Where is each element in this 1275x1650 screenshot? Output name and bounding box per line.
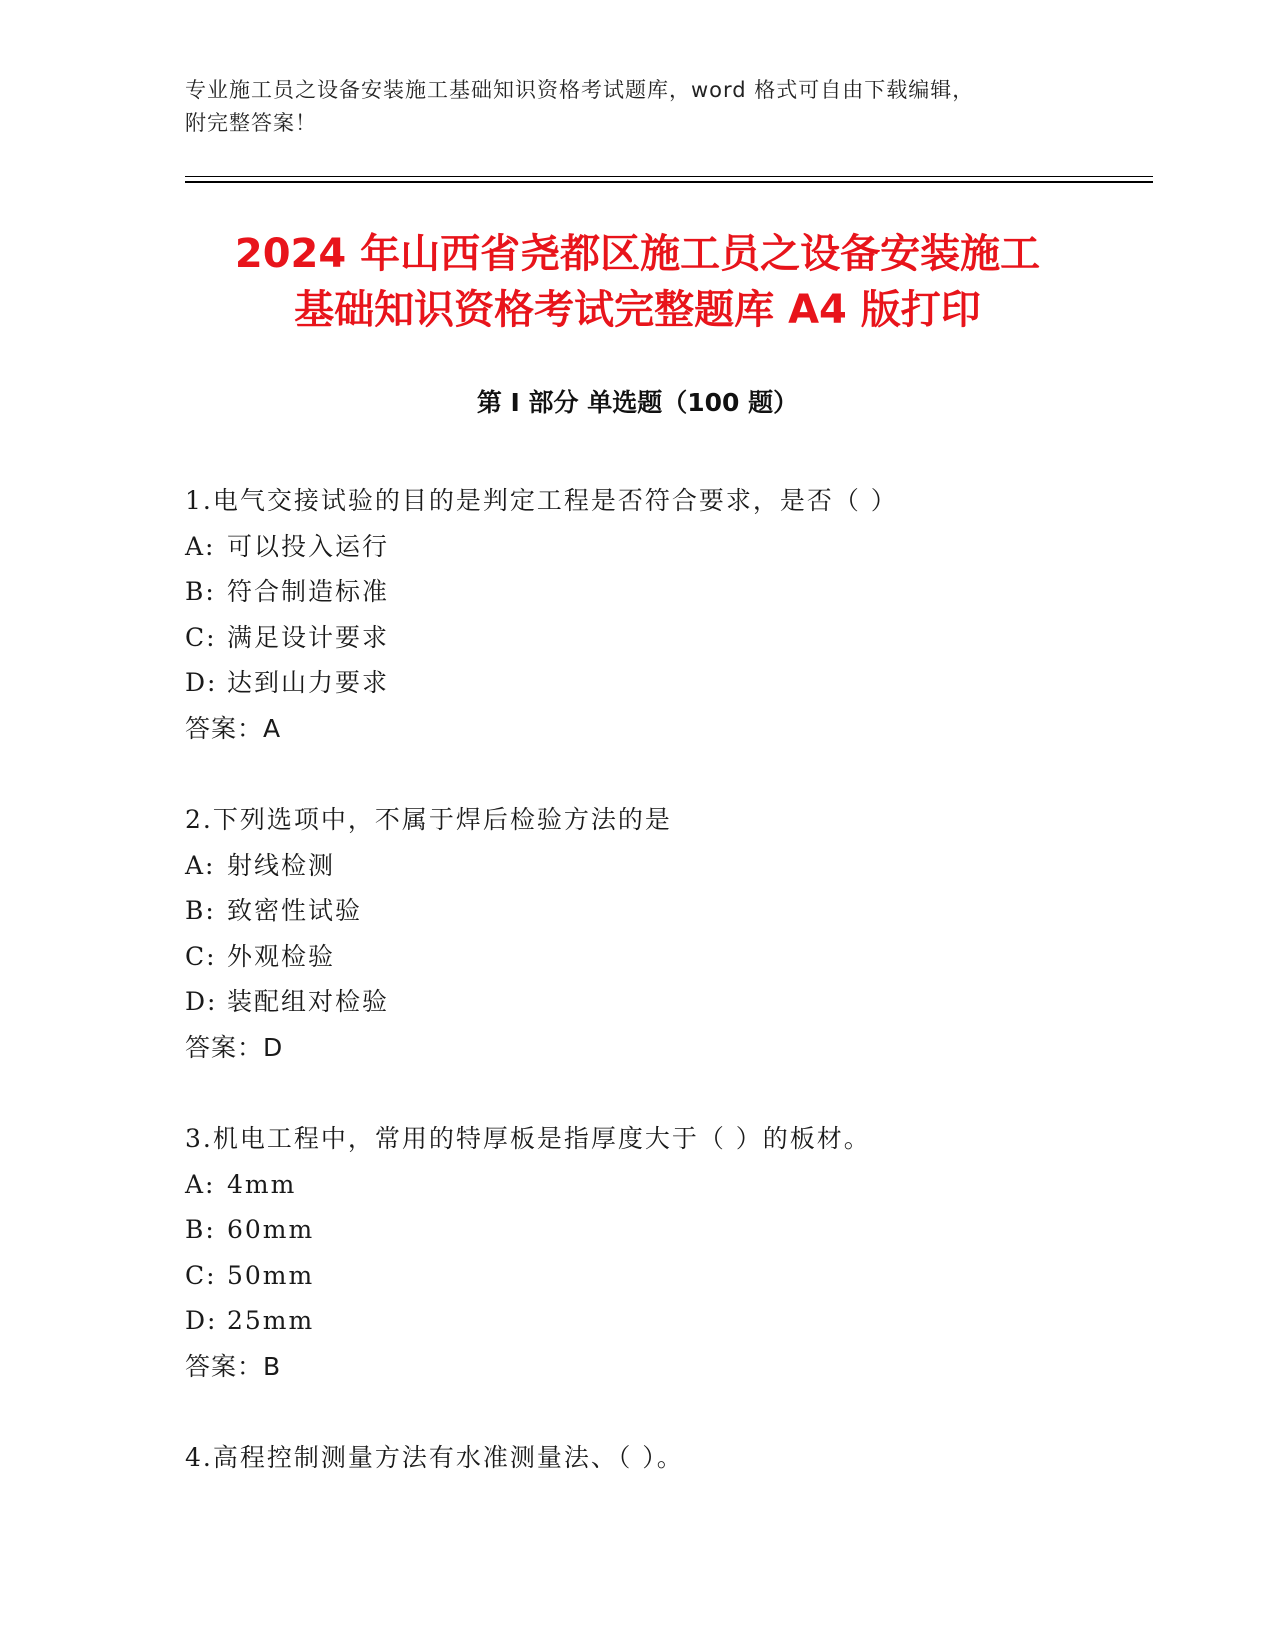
question-option xyxy=(185,843,1145,889)
question-list xyxy=(185,478,1145,1527)
question-stem: 2.下列选项中，不属于焊后检验方法的是 xyxy=(185,805,672,834)
option-text: 25mm xyxy=(227,1306,315,1335)
option-key: A: xyxy=(185,531,216,561)
option-key: A: xyxy=(185,1169,216,1199)
header-note-line-2: 附完整答案！ xyxy=(185,111,317,135)
document-title xyxy=(100,226,1175,338)
option-text: 符合制造标准 xyxy=(227,577,390,606)
option-key: D: xyxy=(185,668,218,697)
header-note-line-1: 专业施工员之设备安装施工基础知识资格考试题库，word 格式可自由下载编辑， xyxy=(185,78,975,102)
question-option xyxy=(185,979,1145,1025)
option-key: B: xyxy=(185,577,216,606)
answer-label: 答案： xyxy=(185,713,264,743)
question-stem: 4.高程控制测量方法有水准测量法、（ ）。 xyxy=(185,1443,684,1472)
question-option xyxy=(185,1253,1145,1299)
header-divider-thin xyxy=(185,176,1153,177)
option-key: B: xyxy=(185,896,216,925)
answer-value: D xyxy=(263,1032,284,1062)
option-text: 满足设计要求 xyxy=(227,622,390,652)
answer-value: A xyxy=(263,713,282,743)
option-text: 致密性试验 xyxy=(227,896,363,925)
section-heading: 第 I 部分 单选题（100 题） xyxy=(476,388,799,417)
question-stem: 1.电气交接试验的目的是判定工程是否符合要求，是否（ ） xyxy=(185,486,898,515)
option-key: C: xyxy=(185,622,217,652)
option-key: D: xyxy=(185,1306,218,1335)
option-text: 4mm xyxy=(227,1169,297,1199)
option-key: B: xyxy=(185,1215,216,1244)
question-option xyxy=(185,934,1145,980)
question-option xyxy=(185,1207,1145,1253)
question-item xyxy=(185,1116,1145,1389)
question-item xyxy=(185,1435,1145,1481)
option-text: 达到山力要求 xyxy=(227,668,390,697)
question-stem: 3.机电工程中，常用的特厚板是指厚度大于（ ）的板材。 xyxy=(185,1124,871,1153)
answer-value: B xyxy=(263,1351,282,1381)
option-text: 50mm xyxy=(227,1260,315,1290)
header-note xyxy=(185,74,1085,140)
document-title-line-2: 基础知识资格考试完整题库 A4 版打印 xyxy=(294,287,981,333)
option-key: C: xyxy=(185,941,217,971)
option-text: 可以投入运行 xyxy=(227,531,390,561)
option-text: 射线检测 xyxy=(227,850,336,880)
document-title-line-1: 2024 年山西省尧都区施工员之设备安装施工 xyxy=(234,231,1041,277)
question-option xyxy=(185,524,1145,570)
answer-label: 答案： xyxy=(185,1351,264,1381)
question-answer xyxy=(185,706,1145,752)
option-key: D: xyxy=(185,987,218,1016)
question-item xyxy=(185,797,1145,1070)
question-option xyxy=(185,615,1145,661)
option-key: A: xyxy=(185,850,216,880)
question-option xyxy=(185,660,1145,706)
option-text: 外观检验 xyxy=(227,941,336,971)
question-option xyxy=(185,888,1145,934)
question-option xyxy=(185,1162,1145,1208)
header-divider-thick xyxy=(185,181,1153,183)
option-text: 装配组对检验 xyxy=(227,987,390,1016)
question-option xyxy=(185,1298,1145,1344)
question-option xyxy=(185,569,1145,615)
question-answer xyxy=(185,1344,1145,1390)
question-answer xyxy=(185,1025,1145,1071)
option-text: 60mm xyxy=(227,1215,315,1244)
question-item xyxy=(185,478,1145,751)
answer-label: 答案： xyxy=(185,1032,264,1062)
option-key: C: xyxy=(185,1260,217,1290)
